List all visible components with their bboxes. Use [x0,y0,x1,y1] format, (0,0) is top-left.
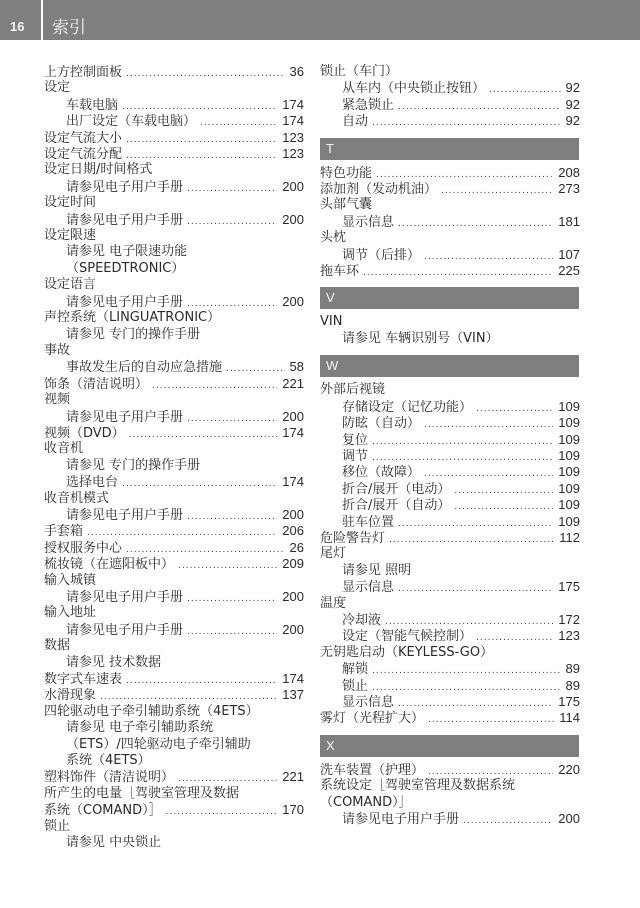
page-reference: 26 [289,539,304,555]
index-subentry [320,811,580,827]
page-reference: 92 [565,96,580,112]
page-reference: 200 [282,589,304,604]
entry-text: 请参见 电子限速功能 [66,244,188,260]
entry-text: 调节 [342,448,369,464]
entry-text: 请参见 电子牵引辅助系统 [66,720,214,736]
leader-dots [226,361,285,375]
entry-text: 选择电台 [66,475,119,491]
page-reference: 209 [282,556,304,572]
entry-text: 设定时间 [44,195,97,211]
entry-text: 数字式车速表 [44,672,123,688]
leader-dots [200,115,277,129]
index-entry [44,162,304,178]
leader-dots [454,499,553,513]
index-entry [44,376,304,392]
index-entry [320,645,580,661]
page-reference: 112 [559,529,580,545]
index-entry [320,596,580,612]
entry-text: 解锁 [342,662,369,678]
leader-dots [385,614,553,628]
leader-dots [463,813,553,827]
index-entry [320,546,580,562]
index-entry [320,165,580,181]
index-subentry [44,589,304,605]
entry-text: 显示信息 [342,580,395,596]
section-header-w: W [320,355,579,377]
entry-text: 存储设定（记忆功能） [342,399,473,415]
page-reference: 200 [282,621,304,637]
index-subentry [44,474,304,490]
entry-text: 请参见 中央锁止 [66,835,162,851]
page-reference: 109 [558,497,580,513]
leader-dots [187,411,277,425]
index-entry [44,228,304,244]
entry-text: 视频 [44,392,71,408]
page-reference: 200 [282,211,304,227]
page-reference: 137 [282,687,304,703]
entry-text: 请参见电子用户手册 [66,212,184,228]
leader-dots [363,265,553,279]
entry-text: 拖车环 [320,264,360,280]
index-subentry [320,97,580,113]
index-subentry [44,655,304,671]
entry-text: 事故 [44,342,71,358]
index-entry [44,802,304,818]
entry-text: 请参见电子用户手册 [66,590,184,605]
entry-text: 请参见电子用户手册 [66,294,184,310]
entry-text: 设定气流大小 [44,130,123,146]
index-subentry [320,415,580,431]
page-reference: 92 [565,80,580,96]
entry-text: 折合/展开（自动） [342,498,451,514]
entry-text: 梳妆镜（在遮阳板中） [44,557,175,573]
entry-text: 设定（智能气候控制） [342,629,473,645]
index-entry [44,573,304,589]
entry-text: 设定日期/时间格式 [44,162,153,178]
entry-text: 设定 [44,80,71,96]
entry-text: 输入城镇 [44,572,97,588]
leader-dots [372,680,561,694]
leader-dots [126,66,285,80]
index-entry [320,230,580,246]
index-entry [320,197,580,213]
entry-text: 雾灯（光程扩大） [320,711,425,727]
leader-dots [398,581,553,595]
index-entry [320,778,580,794]
leader-dots [87,525,277,539]
leader-dots [398,99,561,113]
page-reference: 58 [289,359,304,375]
leader-dots [398,516,553,530]
entry-text: 紧急锁止 [342,97,395,113]
index-subentry [44,113,304,129]
index-entry [44,769,304,785]
entry-text: （COMAND）］ [320,794,412,810]
index-subentry [320,628,580,644]
leader-dots [126,148,277,162]
entry-text: 设定限速 [44,228,97,244]
index-entry [44,195,304,211]
entry-text: 系统设定［驾驶室管理及数据系统 [320,778,516,794]
index-subentry [44,212,304,228]
leader-dots [126,132,277,146]
page-reference: 200 [558,811,580,827]
page-reference: 174 [282,671,304,687]
leader-dots [372,434,553,448]
entry-text: 无钥匙启动（KEYLESS-GO） [320,644,494,660]
index-subentry [44,244,304,260]
index-entry [44,786,304,802]
page-reference: 200 [282,506,304,522]
page-reference: 273 [558,181,580,197]
entry-text: 调节（后排） [342,247,421,263]
index-entry [44,425,304,441]
entry-text: 上方控制面板 [44,65,123,80]
page-reference: 174 [282,96,304,112]
index-subentry [320,481,580,497]
index-entry [44,819,304,835]
index-entry [44,491,304,507]
page-reference: 172 [558,611,580,627]
entry-text: 折合/展开（电动） [342,481,451,497]
entry-text: 授权服务中心 [44,540,123,556]
leader-dots [376,167,553,181]
entry-text: 自动 [342,114,369,130]
page-reference: 174 [282,474,304,490]
index-subentry [44,294,304,310]
entry-text: 请参见电子用户手册 [342,812,460,828]
index-subentry [320,214,580,230]
section-header-x: X [320,735,579,757]
entry-text: 复位 [342,432,369,448]
page-reference: 206 [282,523,304,539]
entry-text: 头枕 [320,230,347,246]
page-reference: 92 [565,113,580,129]
entry-text: 锁止 [44,818,71,834]
leader-dots [428,712,554,726]
index-subentry [44,359,304,375]
leader-dots [489,82,561,96]
page-reference: 36 [289,64,304,79]
entry-text: 收音机模式 [44,490,110,506]
leader-dots [476,630,553,644]
page-reference: 225 [558,263,580,279]
entry-text: （ETS）/四轮驱动电子牵引辅助 [66,736,251,752]
index-entry [320,762,580,778]
index-subentry [44,409,304,425]
leader-dots [129,427,278,441]
index-subentry [320,80,580,96]
page-reference: 208 [558,164,580,180]
page-reference: 123 [282,146,304,162]
entry-text: 手套箱 [44,524,84,540]
index-subentry [320,563,580,579]
entry-text: 尾灯 [320,546,347,562]
index-entry [44,277,304,293]
leader-dots [398,216,553,230]
page-reference: 174 [282,113,304,129]
index-entry [44,392,304,408]
index-entry [44,80,304,96]
entry-text: 添加剂（发动机油） [320,182,438,198]
leader-dots [122,476,277,490]
index-entry [320,181,580,197]
entry-text: 系统（COMAND）］ [44,803,162,819]
leader-dots [424,417,553,431]
leader-dots [424,249,553,263]
index-subentry [320,464,580,480]
index-entry [44,64,304,80]
entry-text: 请参见电子用户手册 [66,507,184,523]
index-subentry [44,97,304,113]
leader-dots [178,558,277,572]
entry-text: 头部气囊 [320,197,373,213]
entry-text: 视频（DVD） [44,425,125,441]
page-number: 16 [10,19,25,34]
entry-text: 请参见 车辆识别号（VIN） [342,330,499,346]
page-reference: 123 [282,129,304,145]
entry-text: 锁止（车门） [320,64,399,79]
leader-dots [476,401,553,415]
page-reference: 174 [282,424,304,440]
leader-dots [122,99,277,113]
entry-text: 防眩（自动） [342,416,421,432]
page-reference: 221 [282,375,304,391]
page-reference: 89 [565,677,580,693]
entry-text: 显示信息 [342,695,395,710]
index-entry [320,314,580,330]
page-reference: 200 [282,178,304,194]
index-subentry [320,448,580,464]
leader-dots [187,624,277,638]
page-reference: 89 [565,661,580,677]
index-entry [44,310,304,326]
entry-text: 外部后视镜 [320,382,386,398]
leader-dots [126,673,277,687]
index-entry [320,64,580,80]
entry-text: 输入地址 [44,605,97,621]
index-subentry [320,399,580,415]
index-entry [44,556,304,572]
leader-dots [187,509,277,523]
page-reference: 114 [559,710,580,726]
entry-text: VIN [320,314,343,330]
entry-text: （SPEEDTRONIC） [66,260,185,276]
entry-text: 塑料饰件（清洁说明） [44,770,175,786]
entry-text: 数据 [44,638,71,654]
section-header-t: T [320,138,579,160]
entry-text: 请参见电子用户手册 [66,409,184,425]
entry-text: 冷却液 [342,612,382,628]
leader-dots [187,181,277,195]
leader-dots [126,542,285,556]
entry-text: 设定气流分配 [44,147,123,163]
leader-dots [424,466,553,480]
index-subentry [320,514,580,530]
leader-dots [428,764,553,778]
leader-dots [454,483,553,497]
leader-dots [152,378,277,392]
entry-text: 请参见电子用户手册 [66,179,184,195]
entry-text: 车载电脑 [66,97,119,113]
page-reference: 109 [558,447,580,463]
page-reference: 109 [558,431,580,447]
entry-text: 系统（4ETS） [66,753,151,769]
leader-dots [372,450,553,464]
entry-text: 声控系统（LINGUATRONIC） [44,310,221,326]
entry-text: 设定语言 [44,277,97,293]
page-reference: 123 [558,628,580,644]
entry-text: 锁止 [342,678,369,694]
index-subentry [320,579,580,595]
index-subentry [320,497,580,513]
index-entry [44,671,304,687]
leader-dots [178,771,277,785]
index-entry [320,710,580,726]
index-subentry [320,432,580,448]
index-entry [44,605,304,621]
page-reference: 109 [558,398,580,414]
page-reference: 107 [558,246,580,262]
page-reference: 200 [282,408,304,424]
page-reference: 175 [558,579,580,595]
entry-text: 请参见 技术数据 [66,654,162,670]
leader-dots [441,183,553,197]
entry-text: 请参见 专门的操作手册 [66,457,201,473]
page-reference: 200 [282,293,304,309]
index-entry [44,540,304,556]
index-entry [320,382,580,398]
leader-dots [187,591,277,605]
entry-text: 温度 [320,595,347,611]
leader-dots [398,696,553,710]
page-reference: 221 [282,769,304,785]
entry-text: 请参见电子用户手册 [66,622,184,638]
page-reference: 181 [558,213,580,229]
index-subentry [320,661,580,677]
index-entry [44,146,304,162]
index-subentry [44,179,304,195]
index-entry [44,687,304,703]
leader-dots [372,663,561,677]
entry-text: 出厂设定（车载电脑） [66,114,197,130]
index-subentry [44,720,304,736]
index-entry [44,441,304,457]
index-entry [44,523,304,539]
index-subentry [320,113,580,129]
index-subentry [320,678,580,694]
entry-text: 四轮驱动电子牵引辅助系统（4ETS） [44,703,259,719]
entry-text: 危险警告灯 [320,530,386,546]
leader-dots [166,804,278,818]
page-reference: 109 [558,415,580,431]
page-reference: 220 [558,761,580,777]
index-subentry [44,261,304,277]
entry-text: 从车内（中央锁止按钮） [342,81,486,97]
leader-dots [187,214,277,228]
index-entry [44,638,304,654]
index-subentry [44,835,304,851]
entry-text: 请参见 照明 [342,562,412,578]
index-subentry [320,247,580,263]
leader-dots [100,689,277,703]
entry-text: 水滑现象 [44,688,97,704]
leader-dots [372,115,561,129]
index-subentry [320,694,580,710]
entry-text: 洗车装置（护理） [320,762,425,778]
index-entry [320,795,580,811]
index-subentry [44,458,304,474]
index-subentry [44,507,304,523]
entry-text: 饰条（清洁说明） [44,376,149,392]
index-subentry [44,753,304,769]
entry-text: 所产生的电量［驾驶室管理及数据 [44,785,240,801]
page-reference: 109 [558,464,580,480]
page-reference: 109 [558,513,580,529]
header-divider [41,0,43,40]
entry-text: 特色功能 [320,165,373,181]
index-subentry [44,622,304,638]
leader-dots [389,532,554,546]
index-entry [44,343,304,359]
leader-dots [187,296,277,310]
index-subentry [44,737,304,753]
index-entry [44,704,304,720]
entry-text: 显示信息 [342,214,395,230]
page-reference: 170 [282,802,304,818]
page-header-bar [0,0,640,40]
section-header-v: V [320,287,579,309]
index-subentry [320,331,580,347]
entry-text: 驻车位置 [342,514,395,530]
index-subentry [320,612,580,628]
index-column-right [320,64,580,827]
entry-text: 事故发生后的自动应急措施 [66,360,223,376]
index-subentry [44,327,304,343]
page-reference: 109 [558,480,580,496]
index-entry [320,530,580,546]
index-entry [44,130,304,146]
entry-text: 请参见 专门的操作手册 [66,326,201,342]
entry-text: 收音机 [44,441,84,457]
page-title: 索引 [52,18,86,38]
page-reference: 175 [558,694,580,709]
entry-text: 移位（故障） [342,465,421,481]
index-entry [320,263,580,279]
index-column-left [44,64,304,852]
